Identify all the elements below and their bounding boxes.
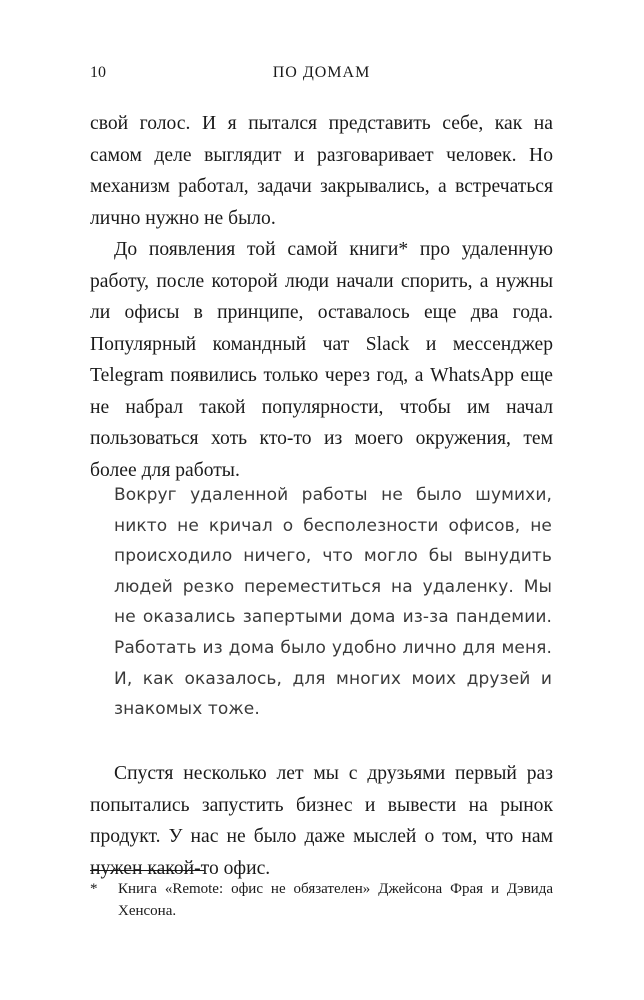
- highlighted-quote: [114, 480, 552, 725]
- footnote: [90, 878, 553, 922]
- paragraph-continuation: свой голос. И я пытался представить себе, как на самом деле выглядит и разговаривает человек. Но механизм работал, задачи закрывались, а встречаться лично нужно не было.: [90, 113, 553, 229]
- main-text: [90, 108, 553, 486]
- page-number: 10: [90, 64, 106, 81]
- closing-text: [90, 758, 553, 884]
- running-title: ПО ДОМАМ: [272, 64, 371, 81]
- running-head: [90, 64, 553, 88]
- footnote-marker: *: [90, 881, 98, 897]
- paragraph-business: Спустя несколько лет мы с друзьями первый раз попытались запустить бизнес и вывести на рынок продукт. У нас не было даже мыслей о том, что нам нужен какой-то офис.: [90, 763, 553, 879]
- footnote-text: Книга «Remote: офис не обязателен» Джейсона Фрая и Дэвида Хенсона.: [118, 881, 553, 919]
- quote-text: Вокруг удаленной работы не было шумихи, никто не кричал о бесполезности офисов, не происходило ничего, что могло бы вынудить людей резко переместиться на удаленку. Мы не оказались запертыми дома из-за пандемии. Работать из дома было удобно лично для меня. И, как оказалось, для многих моих друзей и знакомых тоже.: [114, 485, 552, 720]
- footnote-divider: [90, 870, 204, 871]
- paragraph-remote-book: До появления той самой книги* про удаленную работу, после которой люди начали спорить, а нужны ли офисы в принципе, оставалось еще два года. Популярный командный чат Slack и мессенджер Telegram появились только через год, а WhatsApp еще не набрал такой популярности, чтобы им начал пользоваться хоть кто-то из моего окружения, тем более для работы.: [90, 239, 553, 481]
